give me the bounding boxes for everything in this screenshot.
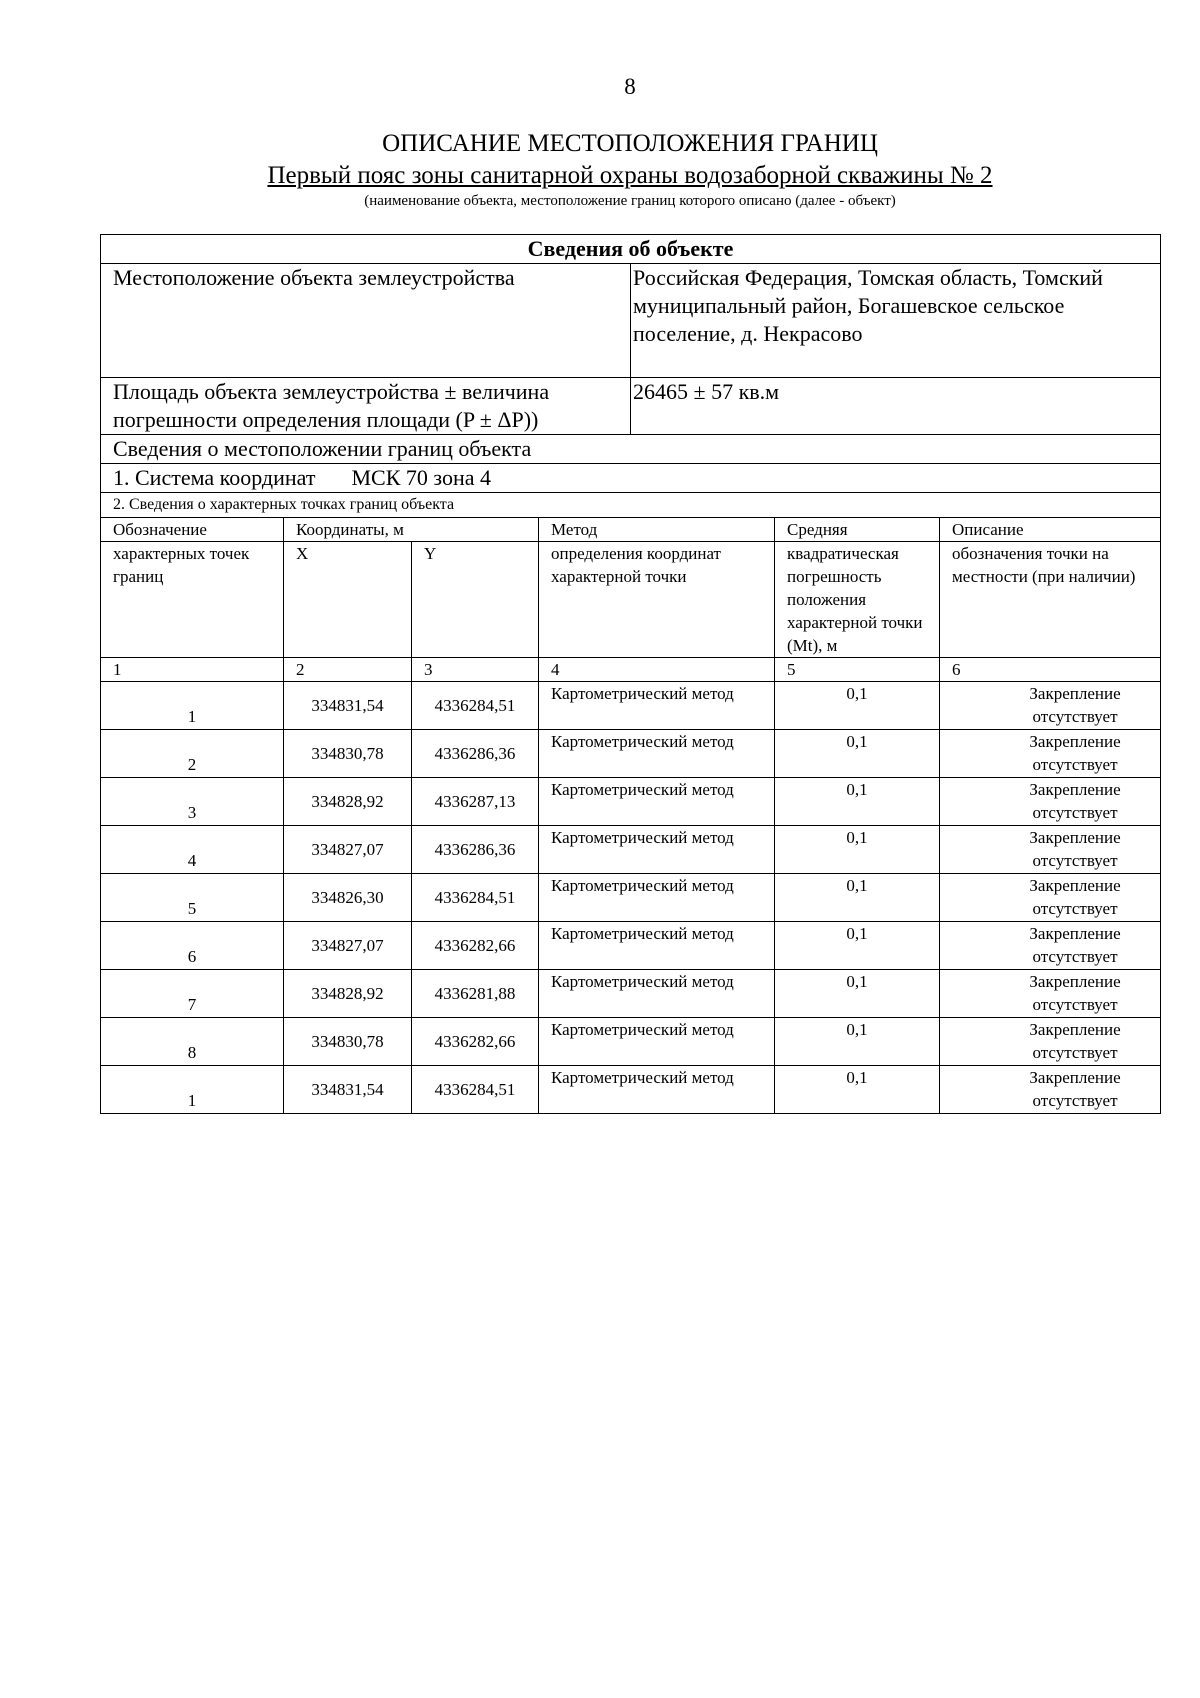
col-x: X bbox=[284, 541, 412, 657]
area-label: Площадь объекта землеустройства ± величина погрешности определения площади (P ± ΔP)) bbox=[101, 378, 631, 435]
point-y: 4336286,36 bbox=[412, 729, 539, 777]
point-method: Картометрический метод bbox=[539, 921, 775, 969]
point-description: Закрепление отсутствует bbox=[940, 729, 1161, 777]
point-method: Картометрический метод bbox=[539, 1065, 775, 1113]
point-error: 0,1 bbox=[775, 873, 940, 921]
point-description: Закрепление отсутствует bbox=[940, 777, 1161, 825]
point-y: 4336284,51 bbox=[412, 681, 539, 729]
point-error: 0,1 bbox=[775, 969, 940, 1017]
point-method: Картометрический метод bbox=[539, 1017, 775, 1065]
point-number: 6 bbox=[187, 946, 197, 966]
point-error: 0,1 bbox=[775, 777, 940, 825]
point-number: 4 bbox=[187, 850, 197, 870]
point-x: 334827,07 bbox=[284, 825, 412, 873]
point-error: 0,1 bbox=[775, 921, 940, 969]
col-method-bottom: определения координат характерной точки bbox=[539, 541, 775, 657]
col-number: 3 bbox=[412, 657, 539, 681]
point-number: 3 bbox=[187, 802, 197, 822]
col-designation-bottom: характерных точек границ bbox=[101, 541, 284, 657]
column-numbers-row bbox=[101, 657, 1161, 681]
point-number: 1 bbox=[187, 706, 197, 726]
col-method-top: Метод bbox=[539, 517, 775, 541]
point-y: 4336282,66 bbox=[412, 921, 539, 969]
point-number: 8 bbox=[187, 1042, 197, 1062]
coordinate-system-label: 1. Система координат bbox=[113, 465, 316, 490]
coordinate-system-row bbox=[101, 464, 1161, 493]
point-error: 0,1 bbox=[775, 681, 940, 729]
table-row bbox=[101, 1017, 1161, 1065]
point-x: 334831,54 bbox=[284, 681, 412, 729]
point-y: 4336284,51 bbox=[412, 873, 539, 921]
location-value: Российская Федерация, Томская область, Томский муниципальный район, Богашевское сельское поселение, д. Некрасово bbox=[631, 264, 1161, 378]
col-number: 5 bbox=[775, 657, 940, 681]
table-row bbox=[101, 1065, 1161, 1113]
area-value: 26465 ± 57 кв.м bbox=[631, 378, 1161, 435]
point-method: Картометрический метод bbox=[539, 729, 775, 777]
table-row bbox=[101, 873, 1161, 921]
boundaries-label: Сведения о местоположении границ объекта bbox=[101, 435, 1161, 464]
point-x: 334830,78 bbox=[284, 1017, 412, 1065]
coordinate-system-value: МСК 70 зона 4 bbox=[351, 465, 491, 490]
col-number: 6 bbox=[940, 657, 1161, 681]
point-x: 334826,30 bbox=[284, 873, 412, 921]
point-number: 2 bbox=[187, 754, 197, 774]
point-x: 334828,92 bbox=[284, 777, 412, 825]
point-description: Закрепление отсутствует bbox=[940, 1017, 1161, 1065]
col-desc-top: Описание bbox=[940, 517, 1161, 541]
point-x: 334830,78 bbox=[284, 729, 412, 777]
col-error-top: Средняя bbox=[775, 517, 940, 541]
point-y: 4336284,51 bbox=[412, 1065, 539, 1113]
object-info-header: Сведения об объекте bbox=[101, 235, 1161, 264]
point-description: Закрепление отсутствует bbox=[940, 921, 1161, 969]
point-y: 4336281,88 bbox=[412, 969, 539, 1017]
col-number: 2 bbox=[284, 657, 412, 681]
col-number: 4 bbox=[539, 657, 775, 681]
point-method: Картометрический метод bbox=[539, 825, 775, 873]
point-error: 0,1 bbox=[775, 825, 940, 873]
page-number: 8 bbox=[624, 74, 636, 99]
col-y: Y bbox=[412, 541, 539, 657]
point-description: Закрепление отсутствует bbox=[940, 969, 1161, 1017]
object-info-table bbox=[100, 234, 1161, 518]
points-table bbox=[100, 517, 1161, 1114]
point-description: Закрепление отсутствует bbox=[940, 1065, 1161, 1113]
point-method: Картометрический метод bbox=[539, 969, 775, 1017]
table-row bbox=[101, 969, 1161, 1017]
point-number: 7 bbox=[187, 994, 197, 1014]
point-y: 4336282,66 bbox=[412, 1017, 539, 1065]
col-coords-top: Координаты, м bbox=[284, 517, 539, 541]
point-x: 334827,07 bbox=[284, 921, 412, 969]
location-label: Местоположение объекта землеустройства bbox=[101, 264, 631, 378]
table-row bbox=[101, 777, 1161, 825]
point-x: 334831,54 bbox=[284, 1065, 412, 1113]
point-y: 4336286,36 bbox=[412, 825, 539, 873]
table-row bbox=[101, 825, 1161, 873]
point-description: Закрепление отсутствует bbox=[940, 681, 1161, 729]
point-y: 4336287,13 bbox=[412, 777, 539, 825]
table-row bbox=[101, 921, 1161, 969]
boundary-description-sheet bbox=[100, 234, 1160, 1114]
col-number: 1 bbox=[101, 657, 284, 681]
points-section-label: 2. Сведения о характерных точках границ объекта bbox=[101, 493, 1161, 518]
document-caption: (наименование объекта, местоположение границ которого описано (далее - объект) bbox=[364, 193, 896, 209]
point-method: Картометрический метод bbox=[539, 681, 775, 729]
col-desc-bottom: обозначения точки на местности (при наличии) bbox=[940, 541, 1161, 657]
point-error: 0,1 bbox=[775, 1017, 940, 1065]
document-title: ОПИСАНИЕ МЕСТОПОЛОЖЕНИЯ ГРАНИЦ bbox=[382, 130, 878, 157]
point-number: 5 bbox=[187, 898, 197, 918]
point-error: 0,1 bbox=[775, 1065, 940, 1113]
point-x: 334828,92 bbox=[284, 969, 412, 1017]
point-method: Картометрический метод bbox=[539, 873, 775, 921]
col-designation-top: Обозначение bbox=[101, 517, 284, 541]
col-error-bottom: квадратическая погрешность положения характерной точки (Mt), м bbox=[775, 541, 940, 657]
point-error: 0,1 bbox=[775, 729, 940, 777]
point-method: Картометрический метод bbox=[539, 777, 775, 825]
table-row bbox=[101, 681, 1161, 729]
point-description: Закрепление отсутствует bbox=[940, 825, 1161, 873]
document-subtitle: Первый пояс зоны санитарной охраны водозаборной скважины № 2 bbox=[267, 162, 993, 189]
table-row bbox=[101, 729, 1161, 777]
point-number: 1 bbox=[187, 1090, 197, 1110]
point-description: Закрепление отсутствует bbox=[940, 873, 1161, 921]
